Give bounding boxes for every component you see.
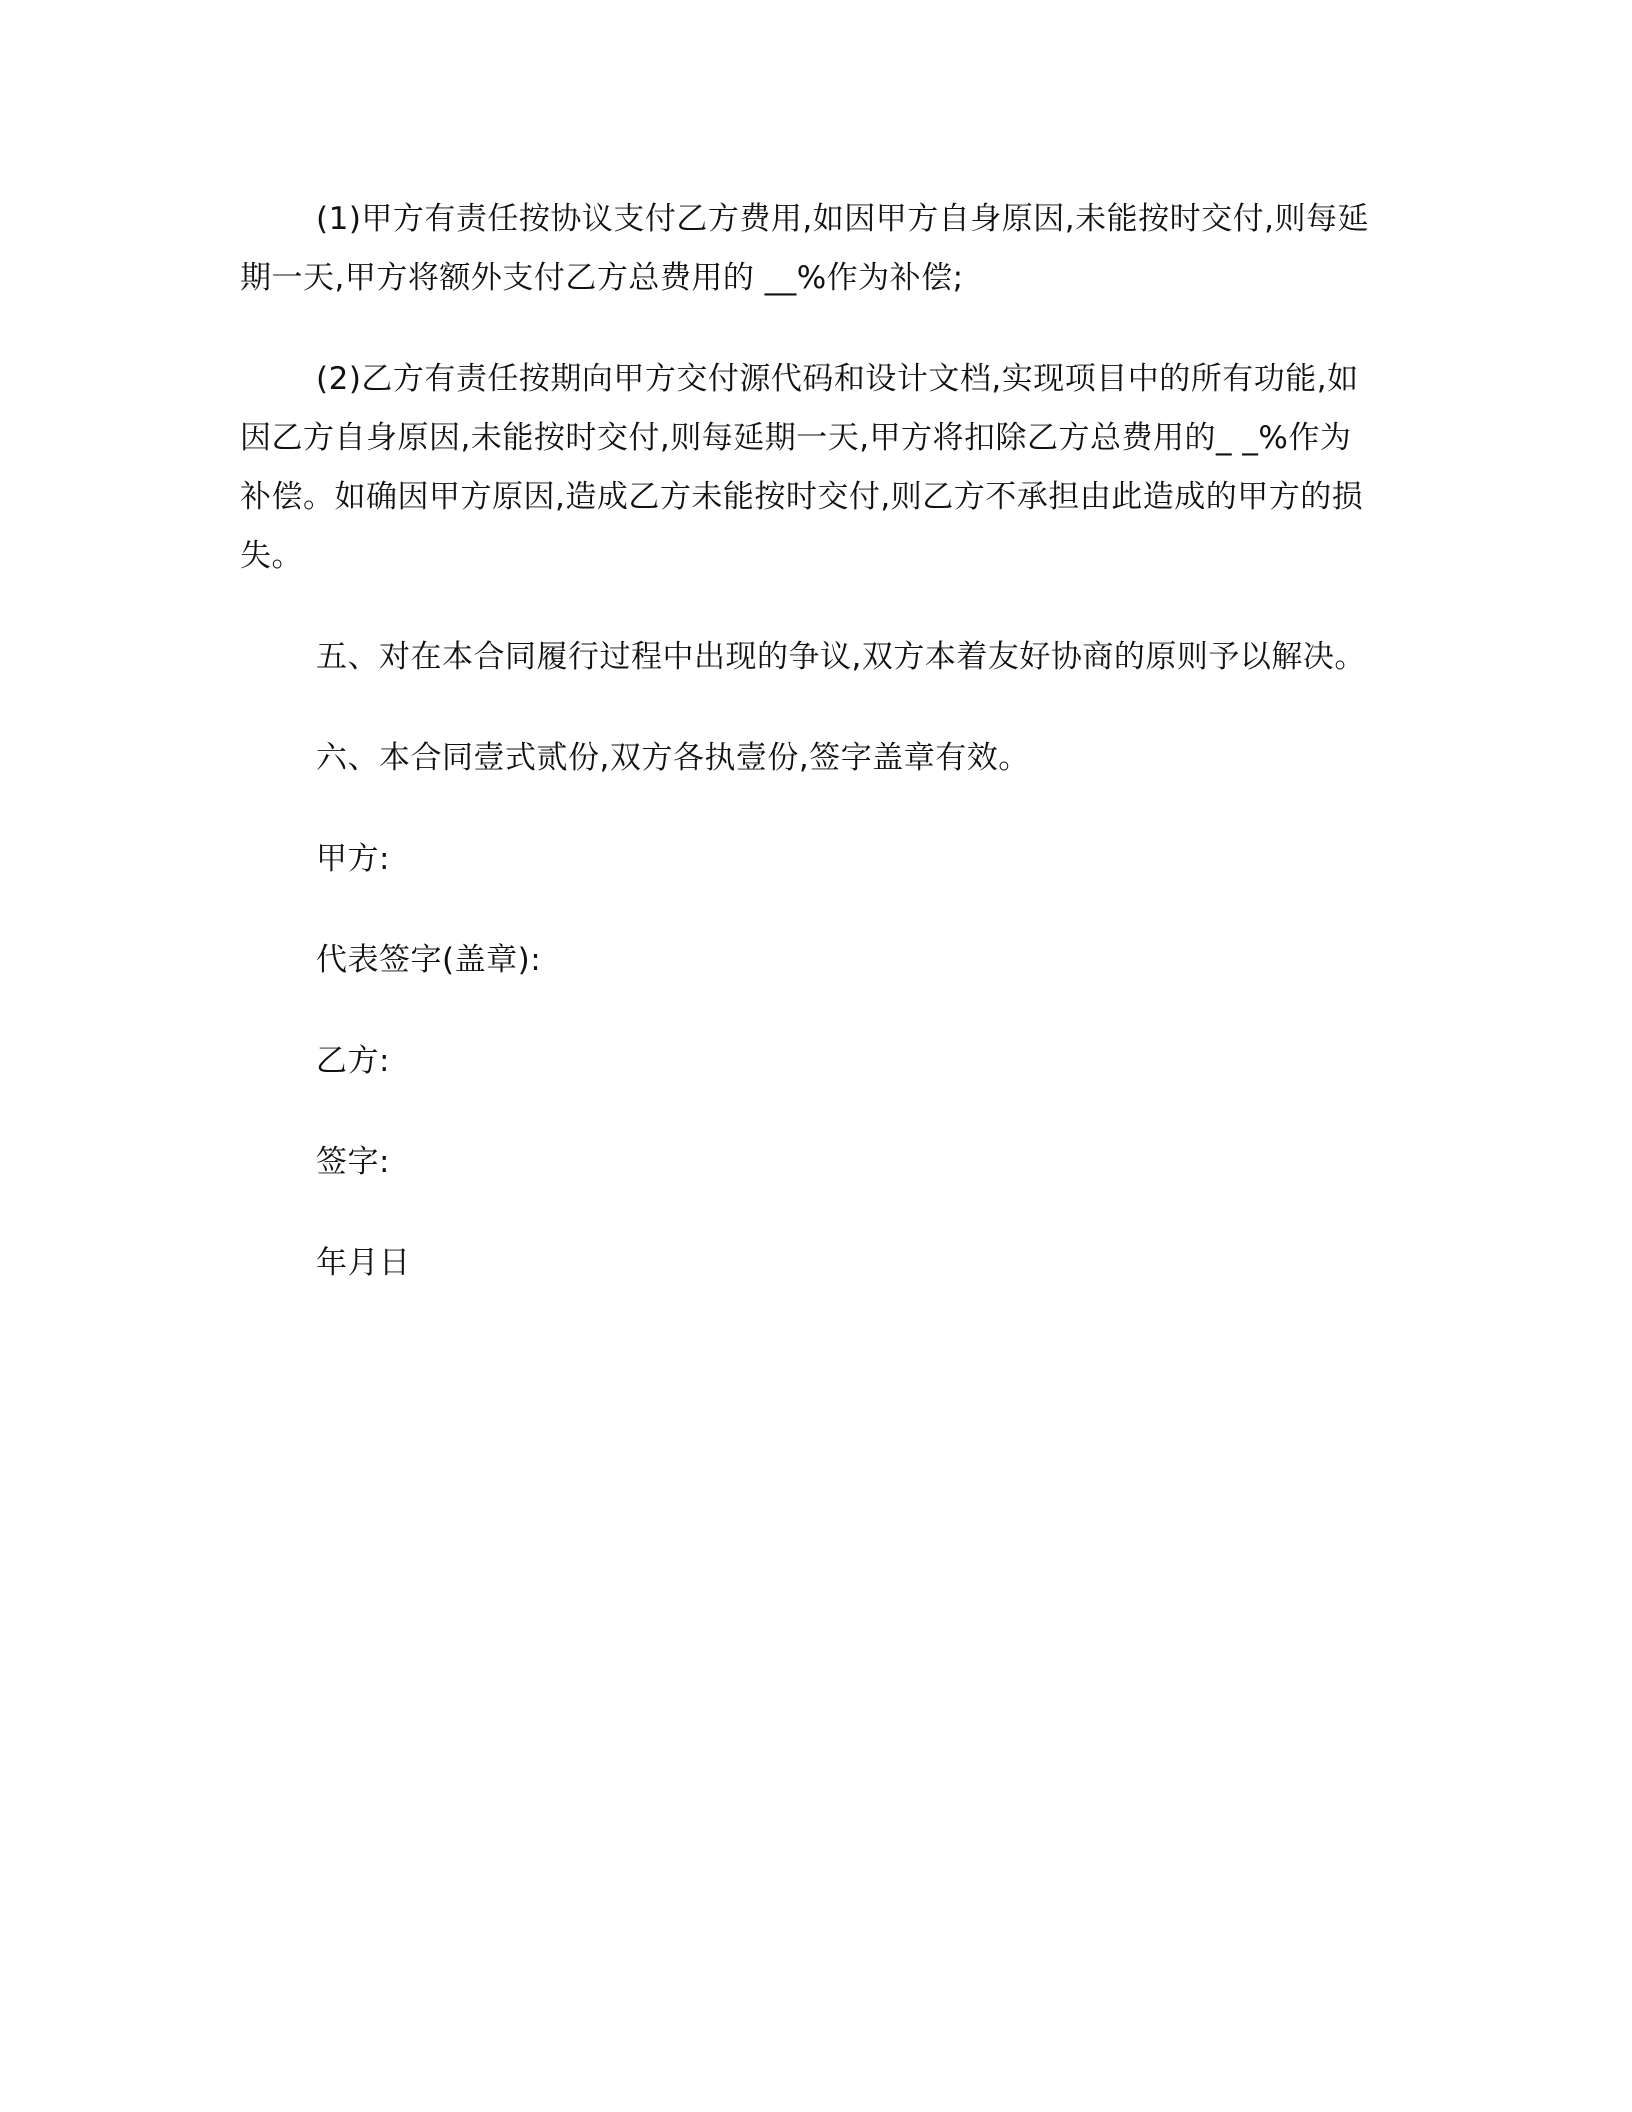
clause-dispute-resolution: 五、对在本合同履行过程中出现的争议,双方本着友好协商的原则予以解决。: [316, 639, 1366, 675]
clause-contract-copies: 六、本合同壹式贰份,双方各执壹份,签字盖章有效。: [316, 740, 1030, 776]
clause-party-a-payment: (1)甲方有责任按协议支付乙方费用,如因甲方自身原因,未能按时交付,则每延期一天,甲方将额外支付乙方总费用的 __%作为补偿;: [240, 201, 1369, 296]
date-label: 年月日: [316, 1245, 411, 1281]
party-b-label: 乙方:: [316, 1043, 390, 1079]
document-body: [240, 190, 1370, 1335]
clause-party-b-delivery: (2)乙方有责任按期向甲方交付源代码和设计文档,实现项目中的所有功能,如因乙方自身原因,未能按时交付,则每延期一天,甲方将扣除乙方总费用的_ _%作为补偿。如确因甲方原因,造成乙方未能按时交付,则乙方不承担由此造成的甲方的损失。: [240, 361, 1364, 574]
party-a-label: 甲方:: [316, 841, 390, 877]
signature-label: 签字:: [316, 1144, 390, 1180]
representative-signature-label: 代表签字(盖章):: [316, 942, 542, 978]
